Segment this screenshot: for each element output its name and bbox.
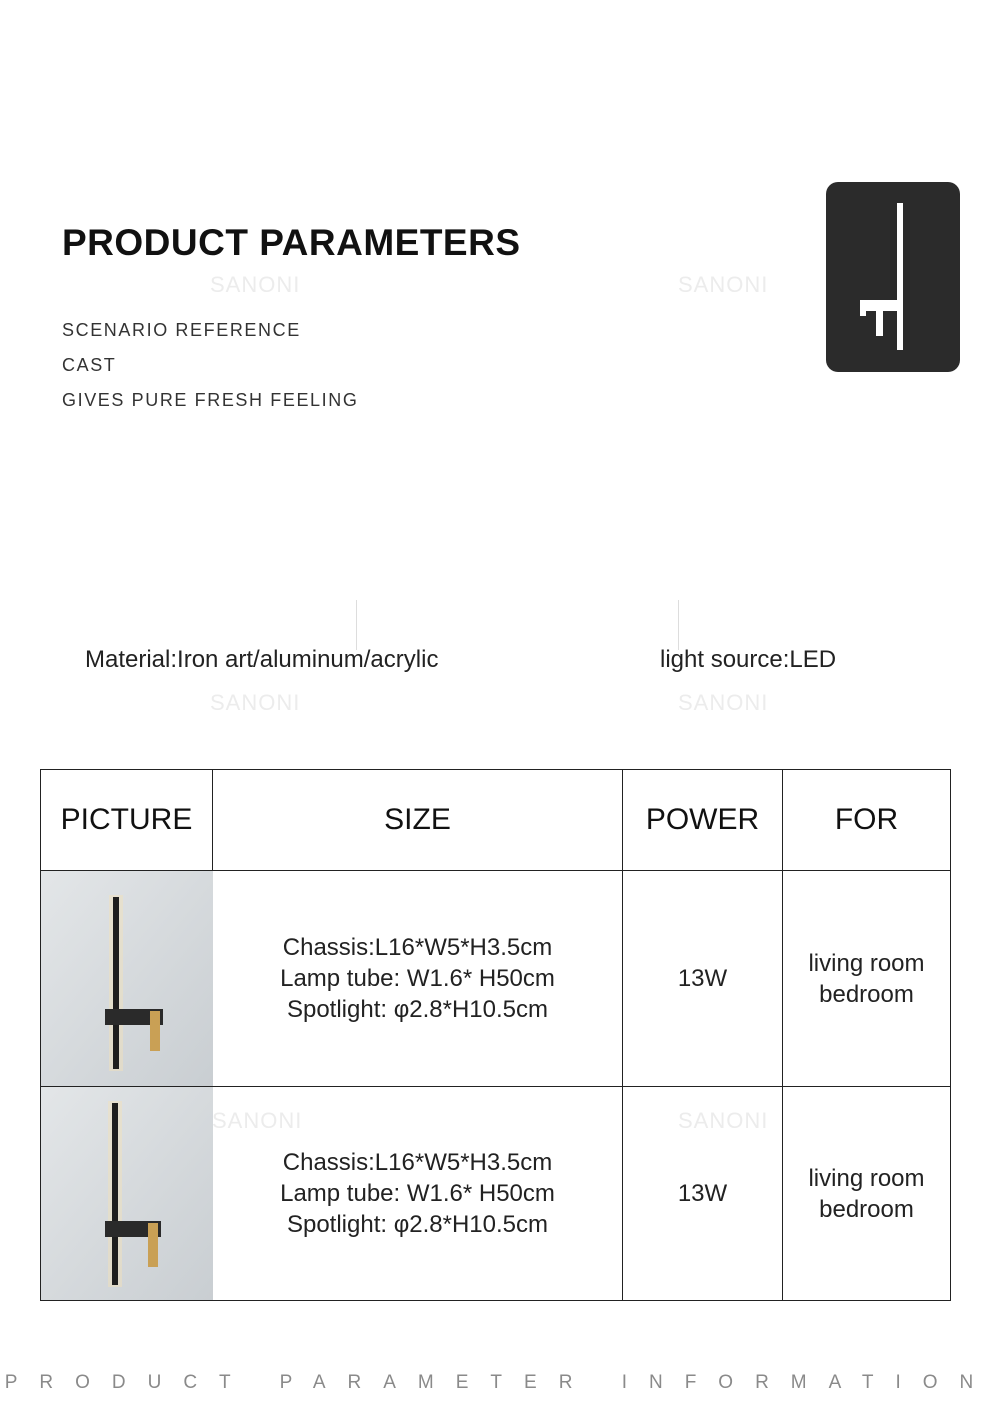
- header-picture: PICTURE: [41, 770, 213, 871]
- wall-lamp-icon: [826, 182, 960, 372]
- table-header-row: [41, 770, 951, 871]
- light-source-spec: light source:LED: [660, 646, 837, 673]
- for-room: bedroom: [819, 1195, 914, 1223]
- size-chassis: Chassis:L16*W5*H3.5cm: [282, 934, 553, 961]
- power-cell: 13W: [623, 1087, 783, 1301]
- table-row: [41, 871, 951, 1087]
- for-room: living room: [808, 1164, 925, 1192]
- subtitle-line: GIVES PURE FRESH FEELING: [62, 390, 359, 410]
- for-cell: [783, 871, 951, 1087]
- size-lamp-tube: Lamp tube: W1.6* H50cm: [280, 1180, 555, 1207]
- table-row: [41, 1087, 951, 1301]
- watermark-line: [678, 600, 679, 650]
- watermark: SANONI: [678, 272, 769, 297]
- watermark: SANONI: [210, 690, 301, 715]
- wall-lamp-photo: [41, 871, 213, 1087]
- page-title: PRODUCT PARAMETERS: [62, 222, 521, 263]
- for-cell: [783, 1087, 951, 1301]
- size-spotlight: Spotlight: φ2.8*H10.5cm: [286, 996, 549, 1023]
- size-chassis: Chassis:L16*W5*H3.5cm: [282, 1149, 553, 1176]
- subtitle-line: SCENARIO REFERENCE: [62, 320, 301, 340]
- size-spotlight: Spotlight: φ2.8*H10.5cm: [286, 1211, 549, 1238]
- parameters-table: [40, 769, 951, 1301]
- footer-caption: PRODUCT PARAMETER INFORMATION: [4, 1372, 996, 1393]
- material-spec: Material:Iron art/aluminum/acrylic: [85, 646, 439, 673]
- size-lamp-tube: Lamp tube: W1.6* H50cm: [280, 965, 555, 992]
- watermark-line: [356, 600, 357, 650]
- wall-lamp-photo: [41, 1087, 213, 1301]
- watermark: SANONI: [212, 1108, 303, 1133]
- header-size: SIZE: [213, 770, 623, 871]
- watermark: SANONI: [210, 272, 301, 297]
- subtitle-line: CAST: [62, 355, 117, 375]
- watermark: SANONI: [678, 1108, 769, 1133]
- header-power: POWER: [623, 770, 783, 871]
- power-cell: 13W: [623, 871, 783, 1087]
- header-for: FOR: [783, 770, 951, 871]
- for-room: bedroom: [819, 980, 914, 1008]
- size-cell: [213, 871, 623, 1087]
- watermark: SANONI: [678, 690, 769, 715]
- for-room: living room: [808, 949, 925, 977]
